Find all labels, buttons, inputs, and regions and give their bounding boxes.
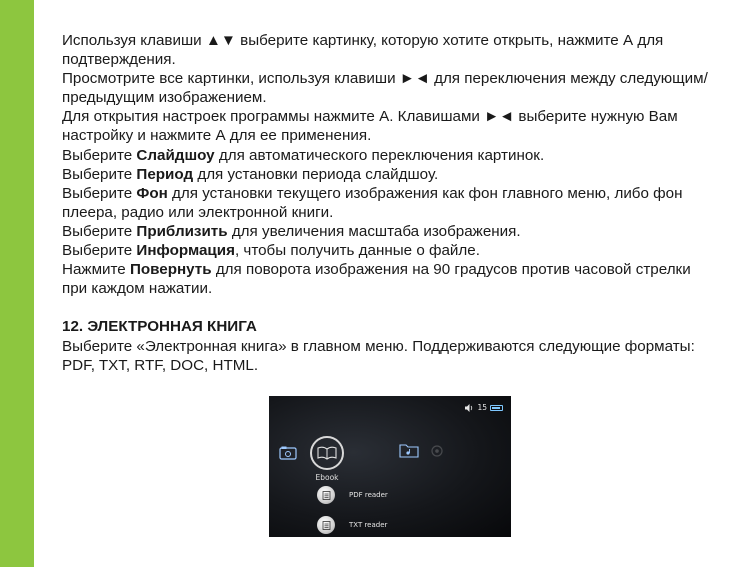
ebook-menu-icon[interactable] [310,436,344,470]
volume-icon [465,404,474,412]
manual-text [62,31,752,375]
text-line: настройку и нажмите А для ее применения. [62,127,372,145]
document-icon [317,516,335,534]
green-side-bar [0,0,34,567]
spacer [62,298,752,317]
pdf-reader-item[interactable] [317,486,388,504]
option-line: Нажмите Повернуть для поворота изображения на 90 градусов против часовой стрелки [62,261,691,279]
option-term: Слайдшоу [136,146,215,164]
option-term: Повернуть [129,261,212,279]
section-heading: 12. ЭЛЕКТРОННАЯ КНИГА [62,318,257,336]
option-line: Выберите Период для установки периода слайдшоу. [62,165,439,183]
volume-level: 15 [477,403,487,412]
device-screenshot [269,396,511,537]
option-term: Период [136,165,194,183]
text-line: Просмотрите все картинки, используя клавиши ►◄ для переключения между следующим/ [62,70,708,88]
option-term: Фон [136,184,168,202]
pdf-reader-label: PDF reader [349,491,388,499]
settings-icon [429,444,445,458]
photo-icon [279,446,297,460]
text-line: Выберите «Электронная книга» в главном меню. Поддерживаются следующие форматы: [62,337,695,355]
text-line: подтверждения. [62,51,176,69]
option-term: Информация [136,242,235,260]
option-term: Приблизить [136,222,228,240]
status-bar [465,403,503,412]
option-line: Выберите Фон для установки текущего изображения как фон главного меню, либо фон [62,184,683,202]
text-line: Для открытия настроек программы нажмите А. Клавишами ►◄ выберите нужную Вам [62,108,678,126]
battery-icon [490,405,503,411]
document-icon [317,486,335,504]
text-line: Используя клавиши ▲▼ выберите картинку, которую хотите открыть, нажмите А для [62,32,664,49]
ebook-label: Ebook [315,473,339,482]
text-line: PDF, TXT, RTF, DOC, HTML. [62,356,259,374]
music-folder-icon [399,442,419,458]
book-icon [317,446,337,460]
option-line: Выберите Информация, чтобы получить данные о файле. [62,242,480,260]
txt-reader-item[interactable] [317,516,387,534]
option-line: Выберите Слайдшоу для автоматического переключения картинок. [62,146,545,164]
option-line: Выберите Приблизить для увеличения масштаба изображения. [62,222,521,240]
option-line: при каждом нажатии. [62,280,213,298]
option-line: плеера, радио или электронной книги. [62,203,334,221]
text-line: предыдущим изображением. [62,89,267,107]
txt-reader-label: TXT reader [349,521,388,529]
